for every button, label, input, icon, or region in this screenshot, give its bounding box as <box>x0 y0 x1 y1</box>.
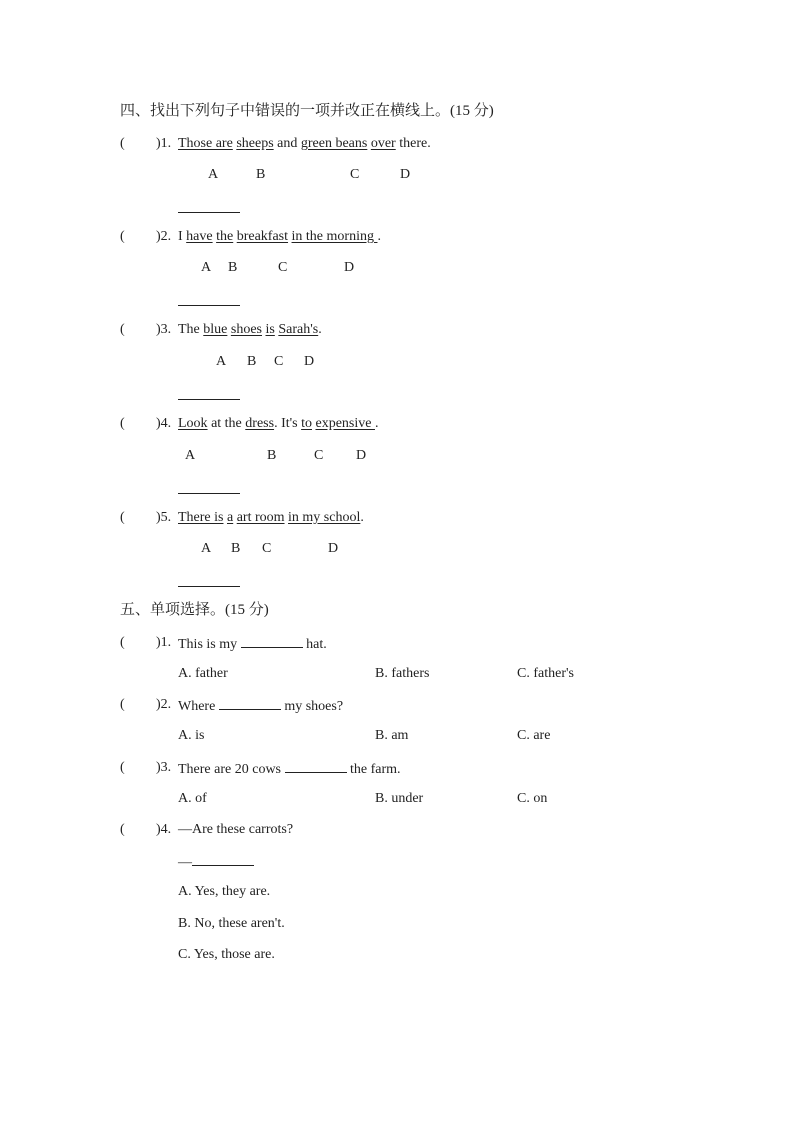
correction-blank[interactable] <box>178 586 240 587</box>
label-d: D <box>328 541 339 556</box>
option-d-text: in the morning <box>291 229 378 244</box>
correction-blank[interactable] <box>178 212 240 213</box>
sentence <box>178 229 381 245</box>
label-b: B <box>231 541 241 556</box>
option-b[interactable]: B. No, these aren't. <box>178 916 285 931</box>
option-c[interactable]: C. Yes, those are. <box>178 947 275 962</box>
section-4-title: 四、找出下列句子中错误的一项并改正在横线上。(15 分) <box>120 103 494 119</box>
answer-paren-open: ( <box>120 760 125 775</box>
sentence <box>178 416 378 432</box>
option-b-text: the <box>216 229 234 244</box>
option-b[interactable]: B. fathers <box>375 666 430 681</box>
answer-paren-open: ( <box>120 229 125 244</box>
option-a-text: blue <box>203 322 228 337</box>
option-c-text: to <box>301 416 312 431</box>
question-number: )3. <box>156 760 172 775</box>
question-number: )2. <box>156 697 172 712</box>
option-c[interactable]: C. on <box>517 791 548 806</box>
answer-paren-open: ( <box>120 697 125 712</box>
correction-blank[interactable] <box>178 399 240 400</box>
option-a-text: Those are <box>178 136 233 151</box>
label-a: A <box>201 541 212 556</box>
option-b-text: dress <box>245 416 275 431</box>
option-b-text: sheeps <box>236 136 274 151</box>
option-d-text: over <box>370 136 396 151</box>
label-d: D <box>344 260 355 275</box>
fill-blank[interactable] <box>241 635 303 648</box>
answer-paren-open: ( <box>120 416 125 431</box>
answer-paren-open: ( <box>120 510 125 525</box>
text: the farm. <box>346 762 401 777</box>
option-a-text: Look <box>178 416 208 431</box>
question-text: —Are these carrots? <box>178 822 294 837</box>
option-a[interactable]: A. is <box>178 728 205 743</box>
option-d-text: expensive <box>315 416 375 431</box>
option-a[interactable]: A. father <box>178 666 228 681</box>
text: at the <box>207 416 246 431</box>
option-c-text: breakfast <box>236 229 289 244</box>
question-text <box>178 635 327 653</box>
option-c[interactable]: C. are <box>517 728 551 743</box>
answer-paren-open: ( <box>120 635 125 650</box>
label-b: B <box>247 354 257 369</box>
sentence <box>178 510 364 526</box>
label-d: D <box>400 167 411 182</box>
label-b: B <box>267 448 277 463</box>
section-5-title: 五、单项选择。(15 分) <box>120 602 269 618</box>
label-a: A <box>201 260 212 275</box>
option-a-text: There is <box>178 510 224 525</box>
sentence <box>178 322 322 338</box>
question-number: )5. <box>156 510 172 525</box>
question-text <box>178 697 343 715</box>
text: there. <box>395 136 431 151</box>
question-number: )1. <box>156 635 172 650</box>
option-c[interactable]: C. father's <box>517 666 574 681</box>
label-c: C <box>350 167 360 182</box>
text: Where <box>178 699 219 714</box>
fill-blank[interactable] <box>285 760 347 773</box>
text: my shoes? <box>280 699 344 714</box>
question-text <box>178 760 401 778</box>
question-number: )2. <box>156 229 172 244</box>
label-c: C <box>262 541 272 556</box>
option-a[interactable]: A. of <box>178 791 207 806</box>
option-c-text: is <box>265 322 275 337</box>
option-a[interactable]: A. Yes, they are. <box>178 884 271 899</box>
option-b-text: shoes <box>230 322 262 337</box>
text: and <box>273 136 301 151</box>
text: . <box>374 416 379 431</box>
answer-paren-open: ( <box>120 822 125 837</box>
dash: — <box>178 855 192 870</box>
label-d: D <box>356 448 367 463</box>
text: . <box>318 322 322 337</box>
option-a-text: have <box>186 229 213 244</box>
label-a: A <box>208 167 219 182</box>
correction-blank[interactable] <box>178 493 240 494</box>
text: . <box>377 229 381 244</box>
option-c-text: art room <box>236 510 285 525</box>
text: This is my <box>178 637 241 652</box>
option-b[interactable]: B. under <box>375 791 424 806</box>
label-c: C <box>278 260 288 275</box>
option-c-text: green beans <box>300 136 368 151</box>
label-b: B <box>256 167 266 182</box>
text: hat. <box>302 637 327 652</box>
question-number: )4. <box>156 822 172 837</box>
question-number: )1. <box>156 136 172 151</box>
fill-blank[interactable] <box>192 853 254 866</box>
option-d-text: in my school <box>288 510 361 525</box>
label-c: C <box>314 448 324 463</box>
text: I <box>178 229 187 244</box>
reply-line <box>178 853 254 871</box>
option-d-text: Sarah's <box>278 322 319 337</box>
option-b[interactable]: B. am <box>375 728 409 743</box>
answer-paren-open: ( <box>120 136 125 151</box>
label-a: A <box>216 354 227 369</box>
label-d: D <box>304 354 315 369</box>
text: . <box>360 510 364 525</box>
label-b: B <box>228 260 238 275</box>
text: There are 20 cows <box>178 762 285 777</box>
question-number: )4. <box>156 416 172 431</box>
sentence <box>178 136 431 152</box>
text: . It's <box>274 416 302 431</box>
question-number: )3. <box>156 322 172 337</box>
text: The <box>178 322 204 337</box>
option-b-text: a <box>226 510 234 525</box>
fill-blank[interactable] <box>219 697 281 710</box>
correction-blank[interactable] <box>178 305 240 306</box>
label-c: C <box>274 354 284 369</box>
answer-paren-open: ( <box>120 322 125 337</box>
label-a: A <box>185 448 196 463</box>
